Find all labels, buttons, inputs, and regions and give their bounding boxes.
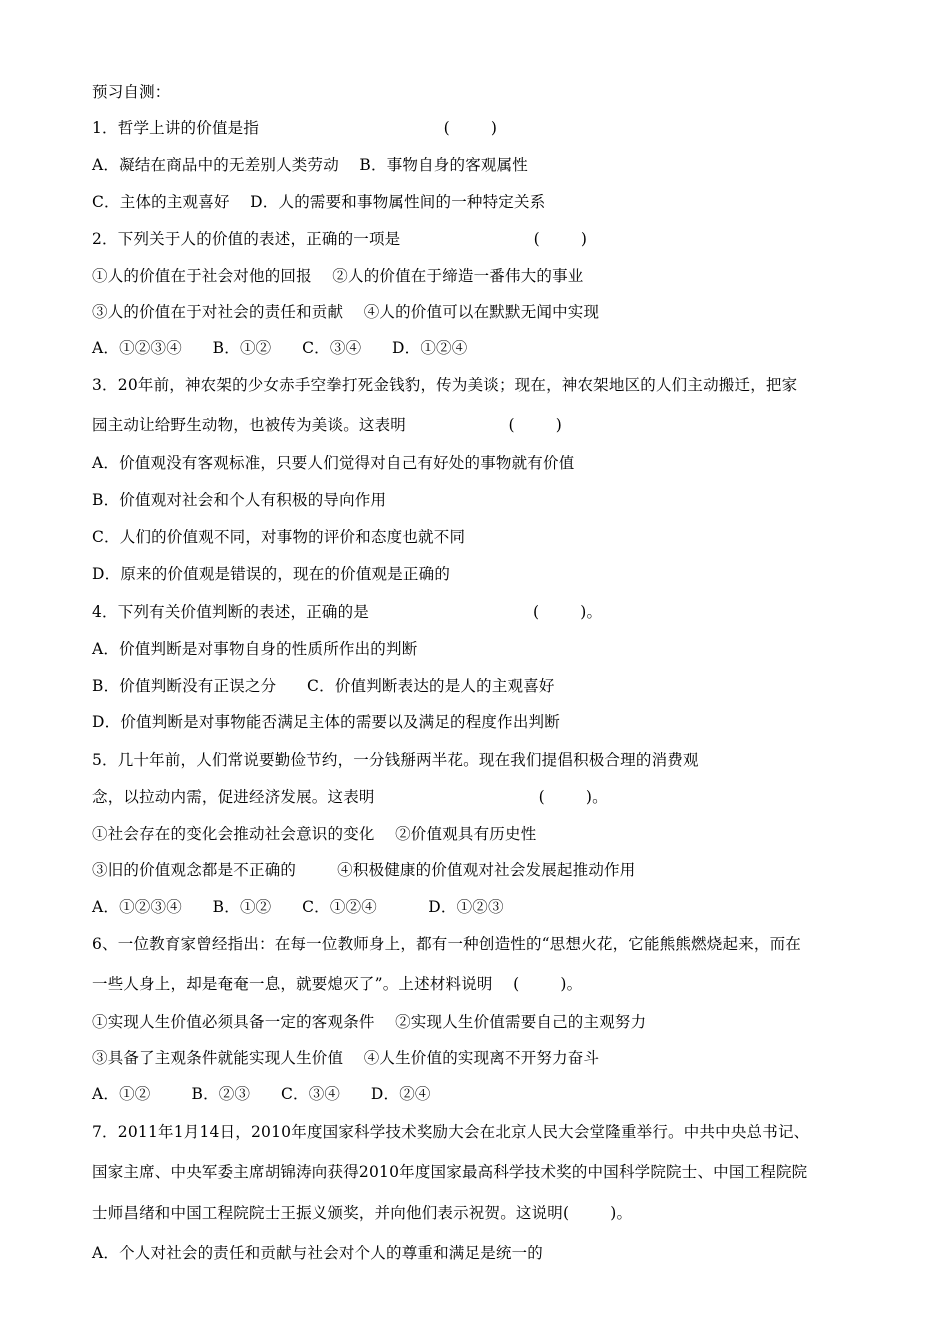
question-3-option-a: A．价值观没有客观标准，只要人们觉得对自己有好处的事物就有价值: [92, 454, 575, 472]
question-3-option-c: C．人们的价值观不同，对事物的评价和态度也就不同: [92, 528, 466, 546]
question-1-options-ab: A．凝结在商品中的无差别人类劳动 B．事物自身的客观属性: [92, 156, 528, 174]
question-4-options-bc: B．价值判断没有正误之分 C．价值判断表达的是人的主观喜好: [92, 677, 555, 695]
question-3-option-b: B．价值观对社会和个人有积极的导向作用: [92, 491, 387, 509]
question-7-stem-line-3: 士师昌绪和中国工程院院士王振义颁奖，并向他们表示祝贺。这说明( )。: [92, 1204, 633, 1222]
question-7-stem-line-1: 7．2011年1月14日，2010年度国家科学技术奖励大会在北京人民大会堂隆重举行。中共中央总书记、: [92, 1123, 810, 1141]
section-heading: 预习自测：: [92, 83, 171, 101]
question-3-option-d: D．原来的价值观是错误的，现在的价值观是正确的: [92, 565, 451, 583]
question-2-item-34: ③人的价值在于对社会的责任和贡献 ④人的价值可以在默默无闻中实现: [92, 303, 600, 321]
question-5-options: A．①②③④ B．①② C．①②④ D．①②③: [92, 898, 504, 916]
question-6-item-12: ①实现人生价值必须具备一定的客观条件 ②实现人生价值需要自己的主观努力: [92, 1013, 647, 1031]
question-5-item-34: ③旧的价值观念都是不正确的 ④积极健康的价值观对社会发展起推动作用: [92, 861, 636, 879]
question-2-options: A．①②③④ B．①② C．③④ D．①②④: [92, 339, 468, 357]
question-4-stem: 4．下列有关价值判断的表述，正确的是 ( )。: [92, 603, 603, 621]
question-1-options-cd: C．主体的主观喜好 D．人的需要和事物属性间的一种特定关系: [92, 193, 546, 211]
question-3-stem-line-2: 园主动让给野生动物，也被传为美谈。这表明 ( ): [92, 416, 563, 434]
question-3-stem-line-1: 3．20年前，神农架的少女赤手空拳打死金钱豹，传为美谈；现在，神农架地区的人们主动搬迁，把家: [92, 376, 798, 394]
question-4-option-d: D．价值判断是对事物能否满足主体的需要以及满足的程度作出判断: [92, 713, 560, 731]
question-5-item-12: ①社会存在的变化会推动社会意识的变化 ②价值观具有历史性: [92, 825, 537, 843]
question-5-stem-line-2: 念，以拉动内需，促进经济发展。这表明 ( )。: [92, 788, 608, 806]
question-7-option-a: A．个人对社会的责任和贡献与社会对个人的尊重和满足是统一的: [92, 1244, 543, 1262]
question-6-stem-line-1: 6、一位教育家曾经指出：在每一位教师身上，都有一种创造性的“思想火花，它能熊熊燃烧起来，而在: [92, 935, 801, 953]
question-4-option-a: A．价值判断是对事物自身的性质所作出的判断: [92, 640, 418, 658]
question-1-stem: 1．哲学上讲的价值是指 ( ): [92, 119, 498, 137]
question-6-item-34: ③具备了主观条件就能实现人生价值 ④人生价值的实现离不开努力奋斗: [92, 1049, 600, 1067]
question-6-stem-line-2: 一些人身上，却是奄奄一息，就要熄灭了”。上述材料说明 ( )。: [92, 975, 583, 993]
question-6-options: A．①② B．②③ C．③④ D．②④: [92, 1085, 431, 1103]
question-2-stem: 2．下列关于人的价值的表述，正确的一项是 ( ): [92, 230, 588, 248]
question-2-item-12: ①人的价值在于社会对他的回报 ②人的价值在于缔造一番伟大的事业: [92, 267, 584, 285]
question-5-stem-line-1: 5．几十年前，人们常说要勤俭节约，一分钱掰两半花。现在我们提倡积极合理的消费观: [92, 751, 699, 769]
question-7-stem-line-2: 国家主席、中央军委主席胡锦涛向获得2010年度国家最高科学技术奖的中国科学院院士、中国工程院院: [92, 1163, 808, 1181]
